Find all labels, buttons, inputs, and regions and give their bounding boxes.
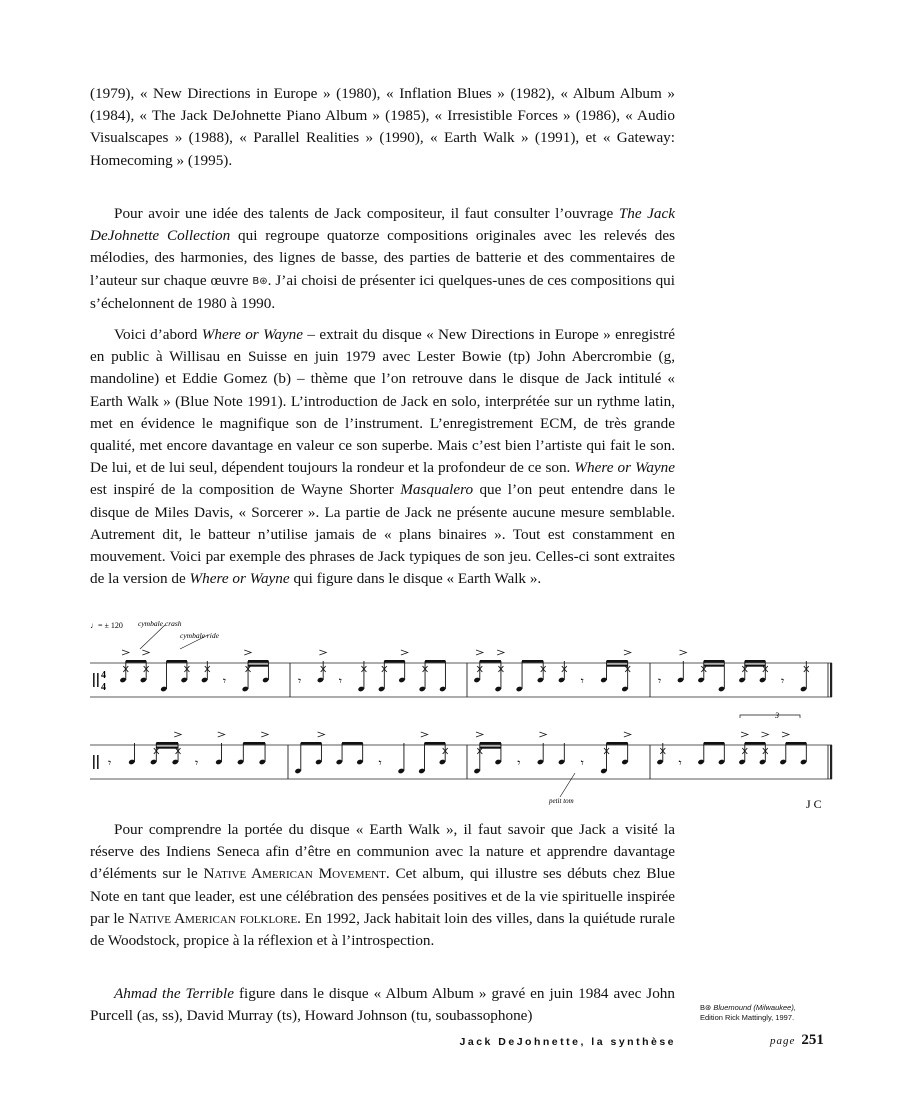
p5-text: figure dans le disque « Album Album » gravé en juin 1984 avec John Purcell (as, ss), David Murray (ts), Howard Johnson (tu, soubassophone) [90,985,675,1025]
note-beam [167,660,187,663]
accent-mark [680,650,687,655]
accent-mark [174,732,181,737]
note-beam [704,665,725,667]
time-sig-top: 4 [101,670,106,681]
accent-mark [497,650,504,655]
triplet-mark: 3 [775,711,779,720]
p2-text-3: . J’ai choisi de présenter ici quelques-unes de ces compositions qui s’échelonnent de 1980 à 1990. [90,271,675,312]
note-beam [480,747,501,749]
note-beam [425,742,446,745]
accent-mark [244,650,251,655]
accent-mark [624,732,631,737]
sidenote [700,1003,850,1023]
p3-title-4: Where or Wayne [189,570,290,588]
p3-text-5: qui figure dans le disque « Earth Walk ». [289,570,542,588]
note-beam [704,742,725,745]
sidenote-symbol-icon: B⊛ [700,1003,712,1012]
label-pointer [560,773,575,797]
accent-mark [142,650,149,655]
drum-score [0,605,900,820]
accent-mark [261,732,268,737]
p4-text-1: Pour comprendre la portée du disque « Earth Walk », il faut savoir que Jack a visité la réserve des Indiens Seneca afin d’être en communion avec la nature et apprendre davantage d’éléments sur le [90,821,675,883]
staff-line-2 [90,715,832,797]
note-beam [522,660,543,663]
p3-text-1: Voici d’abord [114,326,202,343]
note-beam [301,742,322,745]
p4-text-2: . Cet album, qui illustre ses débuts chez Blue Note en tant que leader, est une célébration des pensées positives et de la vie spirituelle inspirée par le [90,865,676,927]
p4-smallcaps-2: Native American folklore [128,909,298,927]
accent-mark [782,732,789,737]
paragraph-where-or-wayne [90,324,675,590]
accent-mark [421,732,428,737]
note-beam [342,742,363,745]
triplet-bracket [740,715,800,718]
note-beam [704,660,725,663]
note-beam [248,665,268,667]
percussion-clef [97,755,99,769]
accent-mark [476,732,483,737]
p4-text-3: . En 1992, Jack habitait loin des villes, dans la quiétude rurale de Woodstock, propice à la réflexion et à l’introspection. [90,909,675,950]
final-barline [830,745,832,779]
sidenote-title: Bluemound (Milwaukee), [713,1003,796,1012]
rest-symbol: 𝄾 [298,674,302,688]
rest-symbol: 𝄾 [195,756,199,770]
note-beam [425,660,445,663]
p3-text-4: que l’on peut entendre dans le disque de Miles Davis, « Sorcerer ». La partie de Jack ne présente aucune mesure semblable. Autrement dit, le batteur n’utilise jamais de « plans binaires ». Tout est constamment en mouvement. Voici par exemple des phrases de Jack typiques de son jeu. Celles-ci sont extraites de la version de [90,481,676,588]
rest-symbol: 𝄾 [658,674,662,688]
p3-title-1: Where or Wayne [201,326,304,343]
p2-book-title: The Jack DeJohnette Collection [90,205,675,245]
percussion-clef [97,673,99,687]
paragraph-composer [90,203,675,315]
p2-text-1: Pour avoir une idée des talents de Jack compositeur, il faut consulter l’ouvrage [114,205,619,222]
running-footer-title: Jack DeJohnette, la synthèse [459,1036,676,1048]
rest-symbol: 𝄾 [580,756,584,770]
note-beam [480,742,501,745]
accent-mark [741,732,748,737]
percussion-clef [93,673,95,687]
accent-mark [318,732,325,737]
note-beam [156,742,178,745]
note-beam [786,742,807,745]
p3-title-3: Masqualero [400,481,474,499]
accent-mark [539,732,546,737]
accent-mark [762,732,769,737]
page-word: page [770,1035,796,1047]
accent-mark [122,650,129,655]
note-beam [126,660,146,663]
rest-symbol: 𝄾 [378,756,382,770]
rest-symbol: 𝄾 [678,756,682,770]
label-pointer [140,625,165,649]
accent-mark [401,650,408,655]
note-beam [248,660,268,663]
rest-symbol: 𝄾 [517,756,521,770]
label-cymbal-crash: cymbale crash [138,619,182,628]
rest-symbol: 𝄾 [108,756,112,770]
time-sig-bottom: 4 [101,682,106,693]
label-small-tom: petit tom [549,797,574,805]
note-beam [745,660,766,663]
p5-title: Ahmad the Terrible [114,985,234,1002]
label-cymbal-ride: cymbale ride [180,631,219,640]
sidenote-edition: Edition Rick Mattingly, 1997. [700,1013,795,1022]
tempo-marking: ♩= ± 120 [90,621,123,630]
rest-symbol: 𝄾 [781,674,785,688]
paragraph-ahmad [90,983,675,1027]
note-beam [480,660,501,663]
transcriber-initials: J C [806,797,822,811]
percussion-clef [93,755,95,769]
rest-symbol: 𝄾 [580,674,584,688]
note-beam [156,747,178,749]
reference-symbol-icon: B⊛ [252,275,268,287]
p3-title-2: Where or Wayne [574,459,675,477]
accent-mark [319,650,326,655]
paragraph-discography-end [90,83,675,172]
note-beam [607,660,628,663]
accent-mark [476,650,483,655]
p4-smallcaps-1: Native American Movement [203,865,386,883]
note-beam [607,665,628,667]
final-barline [830,663,832,697]
note-beam [384,660,404,663]
rest-symbol: 𝄾 [338,674,342,688]
rest-symbol: 𝄾 [222,674,227,688]
paragraph-earth-walk [90,819,675,952]
paragraph-1-text: (1979), « New Directions in Europe » (1980), « Inflation Blues » (1982), « Album Album » (1984), « The Jack DeJohnette Piano Album » (1985), « Irresistible Forces » (1986), « Audio Visualscapes » (1988), « Parallel Realities » (1990), « Earth Walk » (1991), et « Gateway: Homecoming » (1995). [90,85,675,169]
p2-text-2: qui regroupe quatorze compositions originales avec les relevés des mélodies, des harmonies, des lignes de basse, des parties de batterie et des commentaires de l’auteur sur chaque œuvre [90,227,675,289]
accent-mark [624,650,631,655]
p3-text-3: est inspiré de la composition de Wayne Shorter [90,481,401,499]
note-beam [243,742,265,745]
page-number-value: 251 [801,1032,824,1048]
accent-mark [218,732,225,737]
note-beam [745,742,766,745]
note-beam [607,742,628,745]
note-beam [745,665,766,667]
p3-text-2: – extrait du disque « New Directions in Europe » enregistré en public à Willisau en Suisse en juin 1979 avec Lester Bowie (tp) John Abercrombie (g, mandoline) et Eddie Gomez (b) – thème que l’on retrouve dans le disque de Jack intitulé « Earth Walk » (Blue Note 1991). L’introduction de Jack en solo, interprétée sur un rythme latin, met en évidence le magnifique son de l’instrument. L’enregistrement ECM, de très grande qualité, met encore davantage en valeur ce son superbe. Mais c’est bien l’artiste qui fait le son. De lui, et de lui seul, dépendent toujours la rondeur et la profondeur de ce son. [90,326,675,477]
page-number [770,1032,824,1049]
